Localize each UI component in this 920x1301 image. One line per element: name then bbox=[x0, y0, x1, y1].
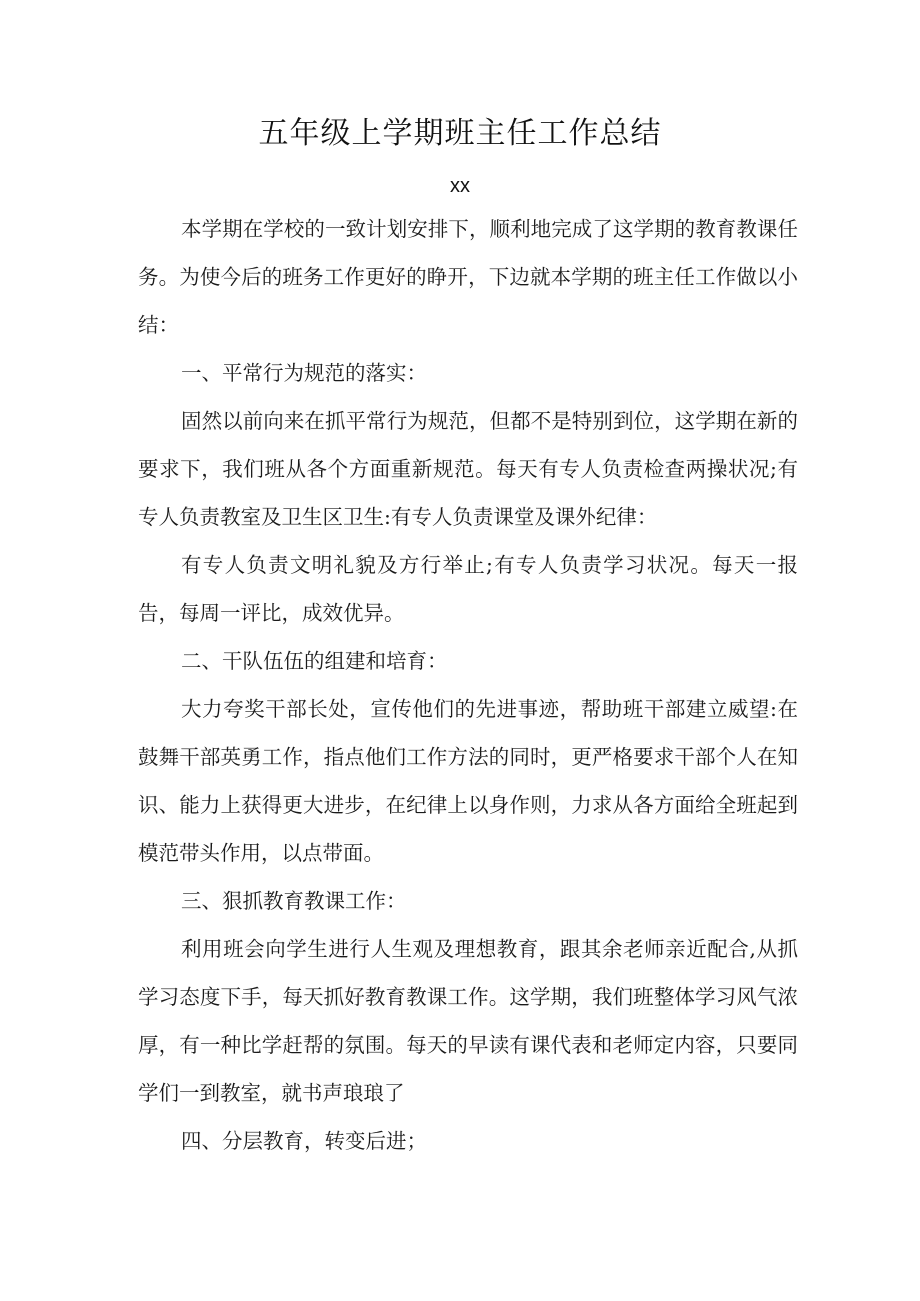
section-1-heading: 一、平常行为规范的落实： bbox=[181, 361, 427, 385]
section-3-heading: 三、狠抓教育教课工作： bbox=[181, 889, 407, 913]
section-2-paragraph-1: 大力夸奖干部长处，宣传他们的先进事迹，帮助班干部建立威望:在鼓舞干部英勇工作，指点他们工作方法的同时，更严格要求干部个人在知识、能力上获得更大进步，在纪律上以身作则，力求从各方面给全班起到模范带头作用，以点带面。 bbox=[138, 697, 798, 865]
section-4-heading: 四、分层教育，转变后进； bbox=[181, 1129, 427, 1153]
section-1-paragraph-2: 有专人负责文明礼貌及方行举止;有专人负责学习状况。每天一报告，每周一评比，成效优异。 bbox=[138, 553, 798, 625]
document-author: xx bbox=[450, 175, 470, 197]
section-1-paragraph-1: 固然以前向来在抓平常行为规范，但都不是特别到位，这学期在新的要求下，我们班从各个方面重新规范。每天有专人负责检查两操状况;有专人负责教室及卫生区卫生:有专人负责课堂及课外纪律： bbox=[138, 409, 798, 529]
section-2-heading: 二、干队伍伍的组建和培育： bbox=[181, 649, 448, 673]
intro-paragraph: 本学期在学校的一致计划安排下，顺利地完成了这学期的教育教课任务。为使今后的班务工作更好的睁开，下边就本学期的班主任工作做以小结： bbox=[138, 217, 798, 337]
document-title: 五年级上学期班主任工作总结 bbox=[258, 116, 662, 151]
document-body bbox=[138, 205, 798, 1165]
section-3-paragraph-1: 利用班会向学生进行人生观及理想教育，跟其余老师亲近配合,从抓学习态度下手，每天抓好教育教课工作。这学期，我们班整体学习风气浓厚，有一种比学赶帮的氛围。每天的早读有课代表和老师定内容，只要同学们一到教室，就书声琅琅了 bbox=[138, 937, 798, 1105]
